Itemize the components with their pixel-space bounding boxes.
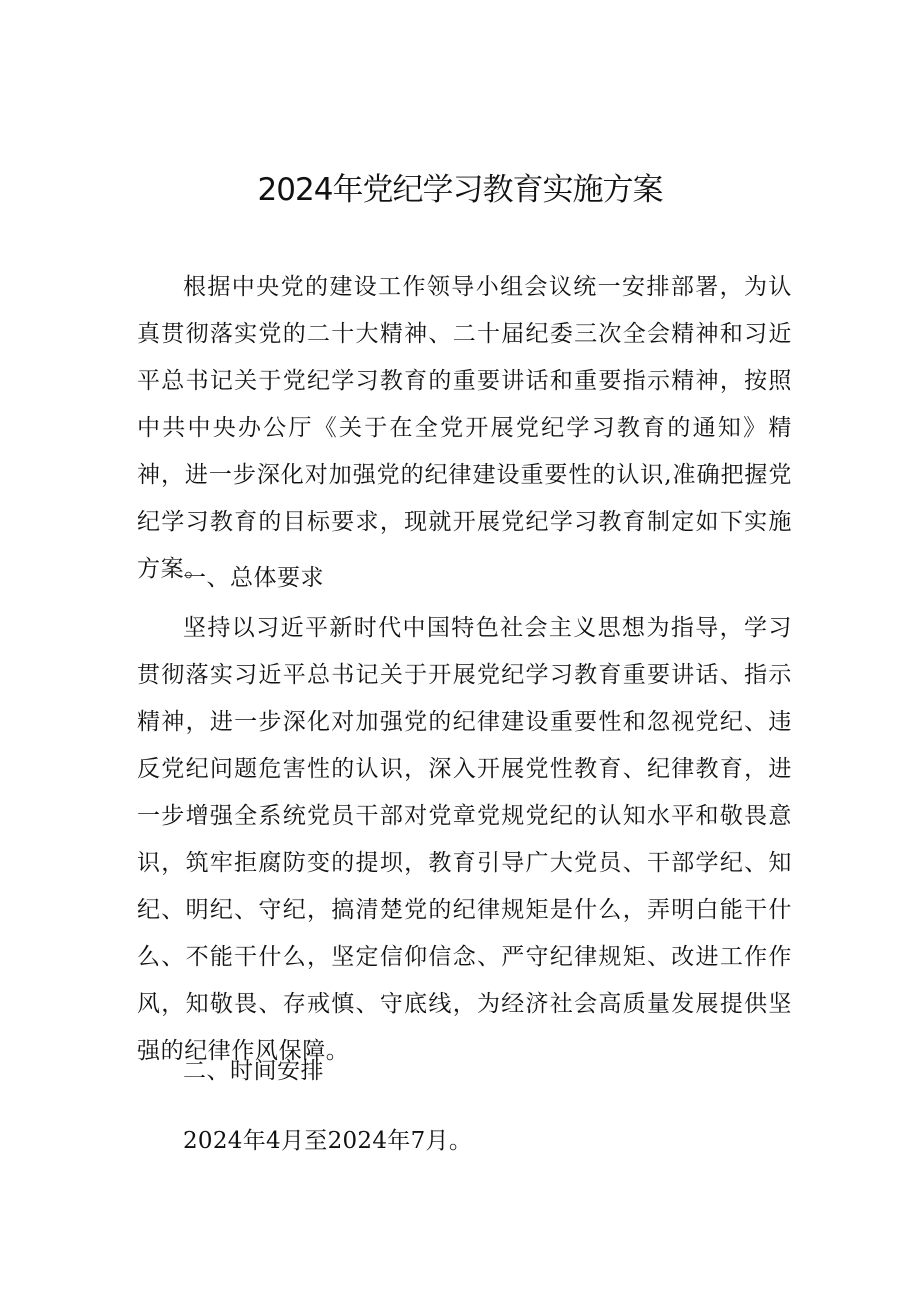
section-heading-schedule: 二、时间安排 xyxy=(183,1058,324,1084)
document-title: 2024年党纪学习教育实施方案 xyxy=(257,172,663,208)
section-heading-general-requirements: 一、总体要求 xyxy=(183,565,324,591)
section-paragraph-schedule: 2024年4月至2024年7月。 xyxy=(183,1128,473,1154)
section-paragraph-general-requirements: 坚持以习近平新时代中国特色社会主义思想为指导，学习贯彻落实习近平总书记关于开展党纪学习教育重要讲话、指示精神，进一步深化对加强党的纪律建设重要性和忽视党纪、违反党纪问题危害性的认识，深入开展党性教育、纪律教育，进一步增强全系统党员干部对党章党规党纪的认知水平和敬畏意识，筑牢拒腐防变的提坝，教育引导广大党员、干部学纪、知纪、明纪、守纪，搞清楚党的纪律规矩是什么，弄明白能干什么、不能干什么，坚定信仰信念、严守纪律规矩、改进工作作风，知敬畏、存戒慎、守底线，为经济社会高质量发展提供坚强的纪律作风保障。 xyxy=(137,615,792,1064)
intro-paragraph: 根据中央党的建设工作领导小组会议统一安排部署，为认真贯彻落实党的二十大精神、二十届纪委三次全会精神和习近平总书记关于党纪学习教育的重要讲话和重要指示精神，按照中共中央办公厅《关于在全党开展党纪学习教育的通知》精神，进一步深化对加强党的纪律建设重要性的认识,准确把握党纪学习教育的目标要求，现就开展党纪学习教育制定如下实施方案。 xyxy=(137,274,792,582)
